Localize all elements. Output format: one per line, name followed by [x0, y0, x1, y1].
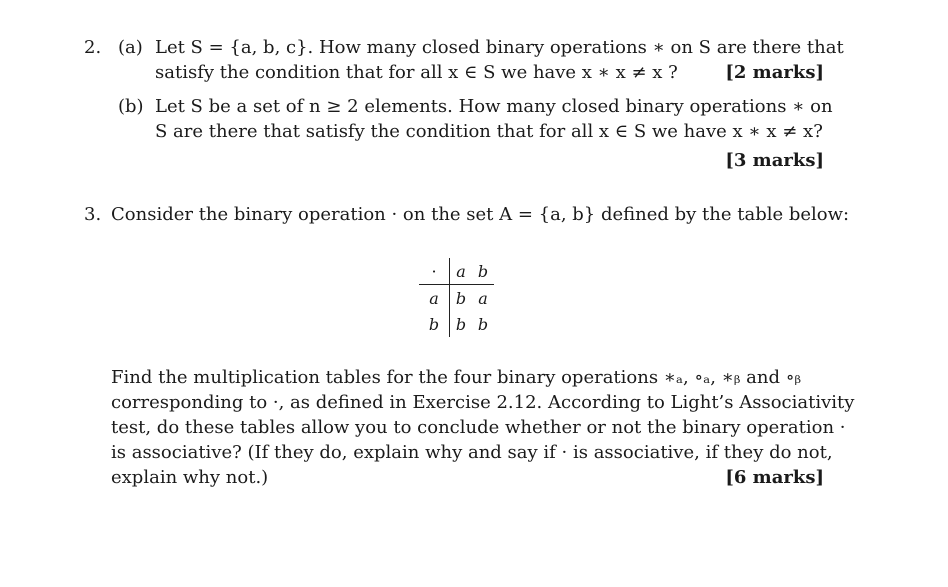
- question-3-marks: [6 marks]: [725, 467, 824, 488]
- operation-table-header-row: [419, 258, 494, 285]
- operation-table-cell: b: [455, 288, 467, 308]
- operation-table-col-header: b: [472, 258, 494, 285]
- question-3-paragraph-line-1: Find the multiplication tables for the four binary operations ∗ₐ, ∘ₐ, ∗ᵦ and ∘ᵦ: [111, 367, 802, 388]
- operation-table-row: [419, 311, 494, 337]
- question-3-intro: Consider the binary operation · on the set A = {a, b} defined by the table below:: [111, 204, 850, 225]
- question-2b-line-1: Let S be a set of n ≥ 2 elements. How many closed binary operations ∗ on: [155, 96, 833, 117]
- operation-table-cell: b: [455, 314, 467, 334]
- operation-table-cell: b: [477, 314, 489, 334]
- question-2b-marks: [3 marks]: [725, 150, 824, 171]
- question-3-paragraph-line-5: explain why not.): [111, 467, 269, 488]
- question-3-paragraph-line-3: test, do these tables allow you to conclude whether or not the binary operation ·: [111, 417, 846, 438]
- question-3-paragraph-line-2: corresponding to ·, as defined in Exercise 2.12. According to Light’s Associativity: [111, 392, 855, 413]
- question-2a-line-2: satisfy the condition that for all x ∈ S we have x ∗ x ≠ x ?: [155, 62, 678, 83]
- question-2a-marks: [2 marks]: [725, 62, 824, 83]
- question-3-number: 3.: [84, 204, 102, 225]
- question-2b-label: (b): [118, 96, 144, 117]
- operation-table-row-header: a: [419, 285, 450, 312]
- question-3-paragraph-line-4: is associative? (If they do, explain why and say if · is associative, if they do not,: [111, 442, 833, 463]
- operation-table-col-header: a: [450, 258, 473, 285]
- question-2-number: 2.: [84, 37, 102, 58]
- operation-table-cell: a: [478, 288, 488, 308]
- operation-table: [419, 258, 494, 337]
- question-2b-line-2: S are there that satisfy the condition that for all x ∈ S we have x ∗ x ≠ x?: [155, 121, 823, 142]
- question-2a-line-1: Let S = {a, b, c}. How many closed binary operations ∗ on S are there that: [155, 37, 844, 58]
- question-2a-label: (a): [118, 37, 143, 58]
- operation-table-corner: ·: [419, 258, 450, 285]
- operation-table-row: [419, 285, 494, 312]
- operation-table-row-header: b: [419, 311, 450, 337]
